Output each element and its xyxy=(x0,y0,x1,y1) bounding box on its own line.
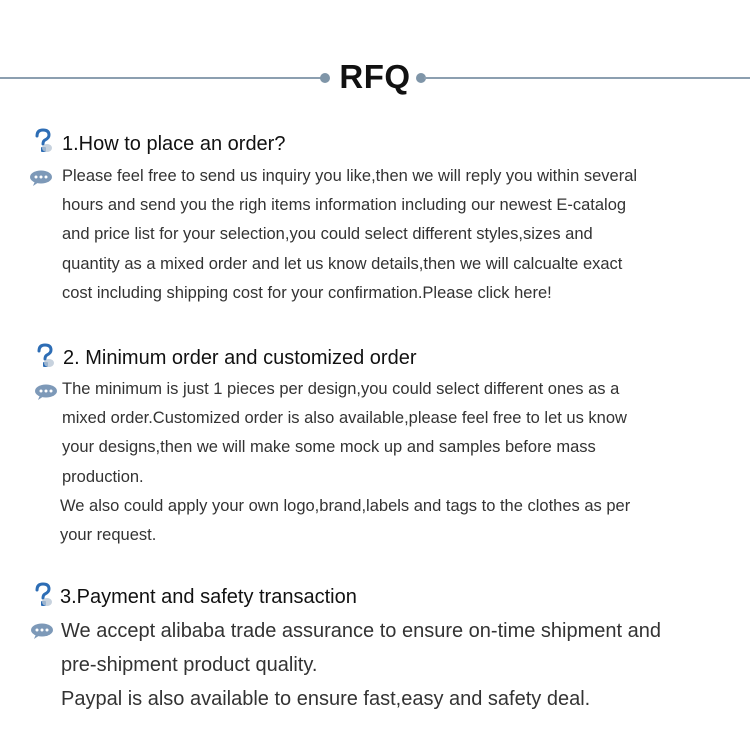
body-line: cost including shipping cost for your confirmation.Please click here! xyxy=(62,283,552,302)
body-line: pre-shipment product quality. xyxy=(61,654,318,676)
question-mark-icon xyxy=(32,582,54,608)
page-title: RFQ xyxy=(339,58,411,95)
speech-bubble-icon xyxy=(30,623,54,639)
question-mark-icon xyxy=(34,343,56,369)
body-line: your designs,then we will make some mock up and samples before mass xyxy=(62,438,596,457)
body-line: We also could apply your own logo,brand,labels and tags to the clothes as per xyxy=(60,497,631,515)
body-line: mixed order.Customized order is also available,please feel free to let us know xyxy=(62,409,627,428)
section-body xyxy=(61,614,661,716)
section-title: 2. Minimum order and customized order xyxy=(63,347,417,369)
section-title: 3.Payment and safety transaction xyxy=(60,586,357,608)
body-line: hours and send you the righ items information including our newest E-catalog xyxy=(62,196,627,215)
body-line: production. xyxy=(62,467,144,486)
body-line: your request. xyxy=(60,526,157,545)
rfq-header xyxy=(0,52,750,104)
header-line-left xyxy=(0,77,322,79)
body-line: Paypal is also available to ensure fast,easy and safety deal. xyxy=(61,688,591,710)
speech-bubble-icon xyxy=(29,170,53,186)
body-line: quantity as a mixed order and let us know details,then we will calcualte exact xyxy=(62,254,623,273)
section-body xyxy=(62,162,637,308)
body-line: and price list for your selection,you could select different styles,sizes and xyxy=(62,225,593,244)
header-dot-left xyxy=(320,73,330,83)
speech-bubble-icon xyxy=(34,384,58,400)
body-line: We accept alibaba trade assurance to ensure on-time shipment and xyxy=(61,620,661,642)
header-line-right xyxy=(424,77,750,79)
body-line: The minimum is just 1 pieces per design,you could select different ones as a xyxy=(62,380,620,398)
question-mark-icon xyxy=(32,128,54,154)
section-body-extra xyxy=(60,492,630,550)
section-title: 1.How to place an order? xyxy=(62,133,286,155)
body-line: Please feel free to send us inquiry you like,then we will reply you within several xyxy=(62,167,638,185)
section-body xyxy=(62,375,627,492)
